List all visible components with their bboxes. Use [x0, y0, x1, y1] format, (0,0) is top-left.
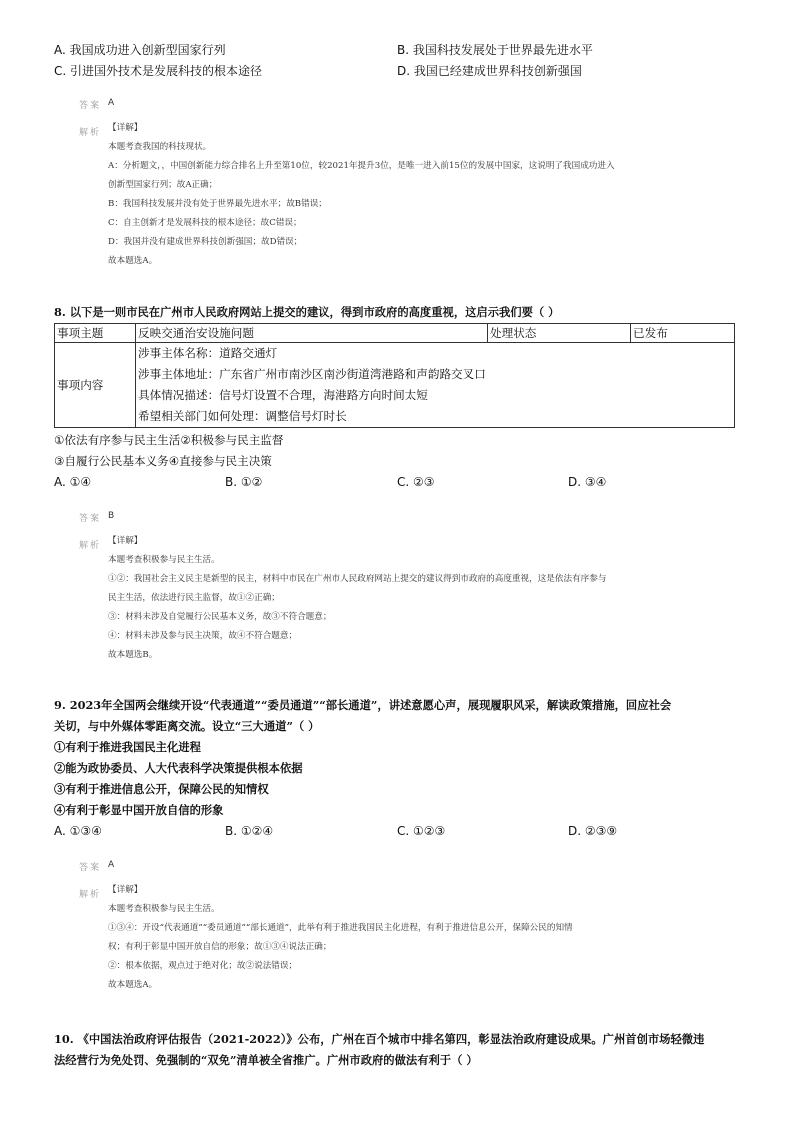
explanation-line: D：我国并没有建成世界科技创新强国；故D错误；	[108, 237, 303, 247]
q8-topic-header: 事项主题	[55, 324, 136, 343]
q7-answer-label: 答案	[79, 101, 102, 111]
explanation-line: 创新型国家行列；故A正确；	[108, 180, 218, 190]
q9-answer-value: A	[108, 860, 115, 870]
explanation-line: 本题考查积极参与民主生活。	[108, 904, 220, 914]
q9-answer-label: 答案	[79, 863, 102, 873]
explanation-line: 故本题选A。	[108, 980, 158, 990]
explanation-line: 故本题选B。	[108, 650, 158, 660]
q8-stem: 8. 以下是一则市民在广州市人民政府网站上提交的建议，得到市政府的高度重视，这启示我们要（ ）	[54, 305, 560, 319]
q8-detail-line: 希望相关部门如何处理：调整信号灯时长	[138, 409, 347, 423]
explanation-line: 【详解】	[108, 123, 143, 133]
q8-statements-2: ③自履行公民基本义务④直接参与民主决策	[54, 454, 272, 468]
explanation-line: ①③④：开设“代表通道”“委员通道”“部长通道”，此举有利于推进我国民主化进程，有利于推进信息公开，保障公民的知情	[108, 923, 573, 933]
q8-content-header: 事项内容	[55, 343, 136, 428]
q9-stem-line-2: 关切，与中外媒体零距离交流。设立“三大通道”（ ）	[54, 719, 320, 733]
q8-option-b[interactable]: B. ①②	[225, 475, 263, 489]
explanation-line: 【详解】	[108, 536, 143, 546]
q8-content-details	[136, 343, 735, 428]
q8-option-d[interactable]: D. ③④	[568, 475, 607, 489]
q9-option-a[interactable]: A. ①③④	[54, 824, 102, 838]
q7-option-b[interactable]: B. 我国科技发展处于世界最先进水平	[397, 43, 593, 57]
q9-statement-1: ①有利于推进我国民主化进程	[54, 740, 201, 754]
q8-option-a[interactable]: A. ①④	[54, 475, 92, 489]
q8-statements-1: ①依法有序参与民主生活②积极参与民主监督	[54, 433, 284, 447]
q10-stem-line-1: 10. 《中国法治政府评估报告（2021-2022）》公布，广州在百个城市中排名第四，彰显法治政府建设成果。广州首创市场轻微违	[54, 1032, 705, 1046]
explanation-line: 权；有利于彰显中国开放自信的形象；故①③④说法正确；	[108, 942, 332, 952]
q7-option-d[interactable]: D. 我国已经建成世界科技创新强国	[397, 64, 582, 78]
q8-detail-line: 涉事主体名称：道路交通灯	[138, 346, 278, 360]
q8-status-header: 处理状态	[488, 324, 631, 343]
q9-statement-2: ②能为政协委员、人大代表科学决策提供根本依据	[54, 761, 303, 775]
q8-detail-line: 涉事主体地址：广东省广州市南沙区南沙街道湾港路和声韵路交叉口	[138, 367, 486, 381]
explanation-line: ②：根本依据，观点过于绝对化；故②说法错误；	[108, 961, 298, 971]
explanation-line: 故本题选A。	[108, 256, 158, 266]
q8-explanation-label: 解析	[79, 541, 102, 551]
q8-explanation	[108, 532, 606, 665]
explanation-line: A：分析题文，，中国创新能力综合排名上升至第10位，较2021年提升3位，是唯一进入前15位的发展中国家，这说明了我国成功进入	[108, 161, 615, 171]
explanation-line: 【详解】	[108, 885, 143, 895]
explanation-line: B：我国科技发展并没有处于世界最先进水平；故B错误；	[108, 199, 327, 209]
q9-option-d[interactable]: D. ②③⑨	[568, 824, 618, 838]
q8-detail-line: 具体情况描述：信号灯设置不合理，海港路方向时间太短	[138, 388, 428, 402]
q7-explanation	[108, 119, 615, 271]
explanation-line: 民主生活，依法进行民主监督，故①②正确；	[108, 593, 280, 603]
q9-explanation	[108, 881, 573, 995]
q8-answer-label: 答案	[79, 514, 102, 524]
q7-option-a[interactable]: A. 我国成功进入创新型国家行列	[54, 43, 226, 57]
q9-statement-4: ④有利于彰显中国开放自信的形象	[54, 803, 224, 817]
q9-option-c[interactable]: C. ①②③	[397, 824, 446, 838]
explanation-line: ③：材料未涉及自觉履行公民基本义务，故③不符合题意；	[108, 612, 332, 622]
q8-answer-value: B	[108, 511, 115, 521]
q9-stem-line-1: 9. 2023年全国两会继续开设“代表通道”“委员通道”“部长通道”，讲述意愿心声，展现履职风采，解读政策措施，回应社会	[54, 698, 672, 712]
q9-statement-3: ③有利于推进信息公开，保障公民的知情权	[54, 782, 269, 796]
q7-answer-value: A	[108, 98, 115, 108]
q10-stem-line-2: 法经营行为免处罚、免强制的“双免”清单被全省推广。广州市政府的做法有利于（ ）	[54, 1053, 478, 1067]
explanation-line: C：自主创新才是发展科技的根本途径；故C错误；	[108, 218, 302, 228]
q7-explanation-label: 解析	[79, 128, 102, 138]
q8-status-value: 已发布	[631, 324, 735, 343]
q9-explanation-label: 解析	[79, 890, 102, 900]
explanation-line: ④：材料未涉及参与民主决策，故④不符合题意；	[108, 631, 298, 641]
explanation-line: 本题考查我国的科技现状。	[108, 142, 212, 152]
explanation-line: 本题考查积极参与民主生活。	[108, 555, 220, 565]
q8-topic-value: 反映交通治安设施问题	[136, 324, 488, 343]
q8-option-c[interactable]: C. ②③	[397, 475, 435, 489]
q8-table	[54, 323, 735, 428]
explanation-line: ①②：我国社会主义民主是新型的民主，材料中市民在广州市人民政府网站上提交的建议得到市政府的高度重视，这是依法有序参与	[108, 574, 607, 584]
q7-option-c[interactable]: C. 引进国外技术是发展科技的根本途径	[54, 64, 263, 78]
q9-option-b[interactable]: B. ①②④	[225, 824, 274, 838]
